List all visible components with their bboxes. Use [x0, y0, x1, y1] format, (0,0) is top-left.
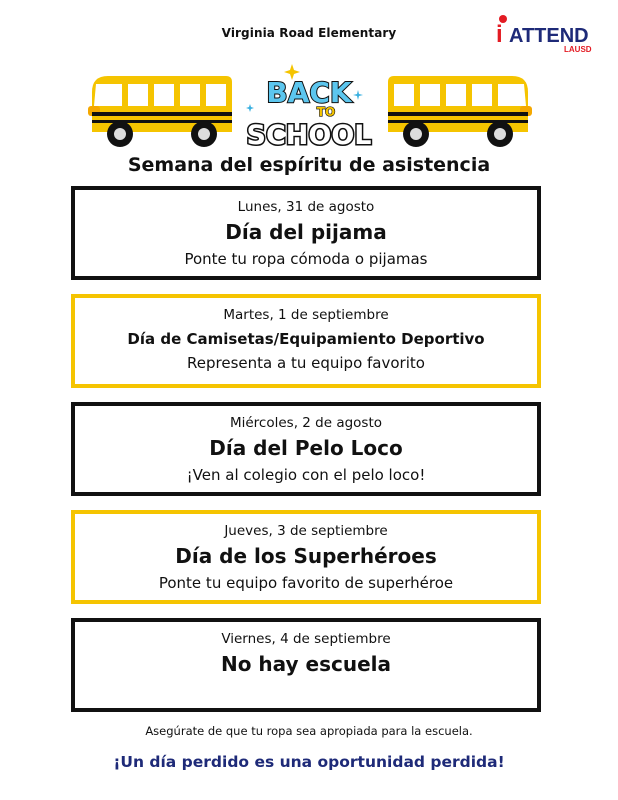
- attendance-slogan: ¡Un día perdido es una oportunidad perdida!: [113, 753, 505, 771]
- day-card-thursday: [71, 510, 541, 604]
- svg-text:i: i: [496, 21, 503, 48]
- back-to-school-banner: [240, 60, 378, 152]
- school-name: Virginia Road Elementary: [221, 26, 397, 40]
- iattend-logo: [494, 14, 598, 54]
- school-bus-left-icon: [86, 70, 238, 150]
- day-card-monday: [71, 186, 541, 280]
- day-card-friday: [71, 618, 541, 712]
- day-description: ¡Ven al colegio con el pelo loco!: [186, 466, 426, 484]
- day-card-wednesday: [71, 402, 541, 496]
- day-title: Día del pijama: [225, 220, 387, 244]
- day-title: No hay escuela: [220, 652, 392, 676]
- day-date: Viernes, 4 de septiembre: [221, 631, 391, 647]
- day-description: Representa a tu equipo favorito: [187, 354, 425, 372]
- page-subtitle: Semana del espíritu de asistencia: [127, 154, 491, 176]
- svg-text:LAUSD: LAUSD: [564, 45, 592, 54]
- svg-text:ATTEND: ATTEND: [509, 25, 589, 47]
- day-card-tuesday: [71, 294, 541, 388]
- svg-text:TO: TO: [316, 105, 336, 119]
- school-bus-right-icon: [382, 70, 534, 150]
- day-description: Ponte tu equipo favorito de superhéroe: [158, 574, 454, 592]
- day-description: Ponte tu ropa cómoda o pijamas: [184, 250, 428, 268]
- svg-text:BACK: BACK: [266, 76, 352, 109]
- day-title: Día del Pelo Loco: [209, 436, 403, 460]
- day-date: Martes, 1 de septiembre: [223, 307, 389, 323]
- day-date: Jueves, 3 de septiembre: [224, 523, 388, 539]
- day-title: Día de Camisetas/Equipamiento Deportivo: [127, 330, 485, 348]
- svg-text:SCHOOL: SCHOOL: [246, 120, 372, 151]
- day-date: Miércoles, 2 de agosto: [229, 415, 383, 431]
- day-title: Día de los Superhéroes: [175, 544, 437, 568]
- day-date: Lunes, 31 de agosto: [237, 199, 375, 215]
- dress-code-note: Asegúrate de que tu ropa sea apropiada para la escuela.: [145, 724, 473, 738]
